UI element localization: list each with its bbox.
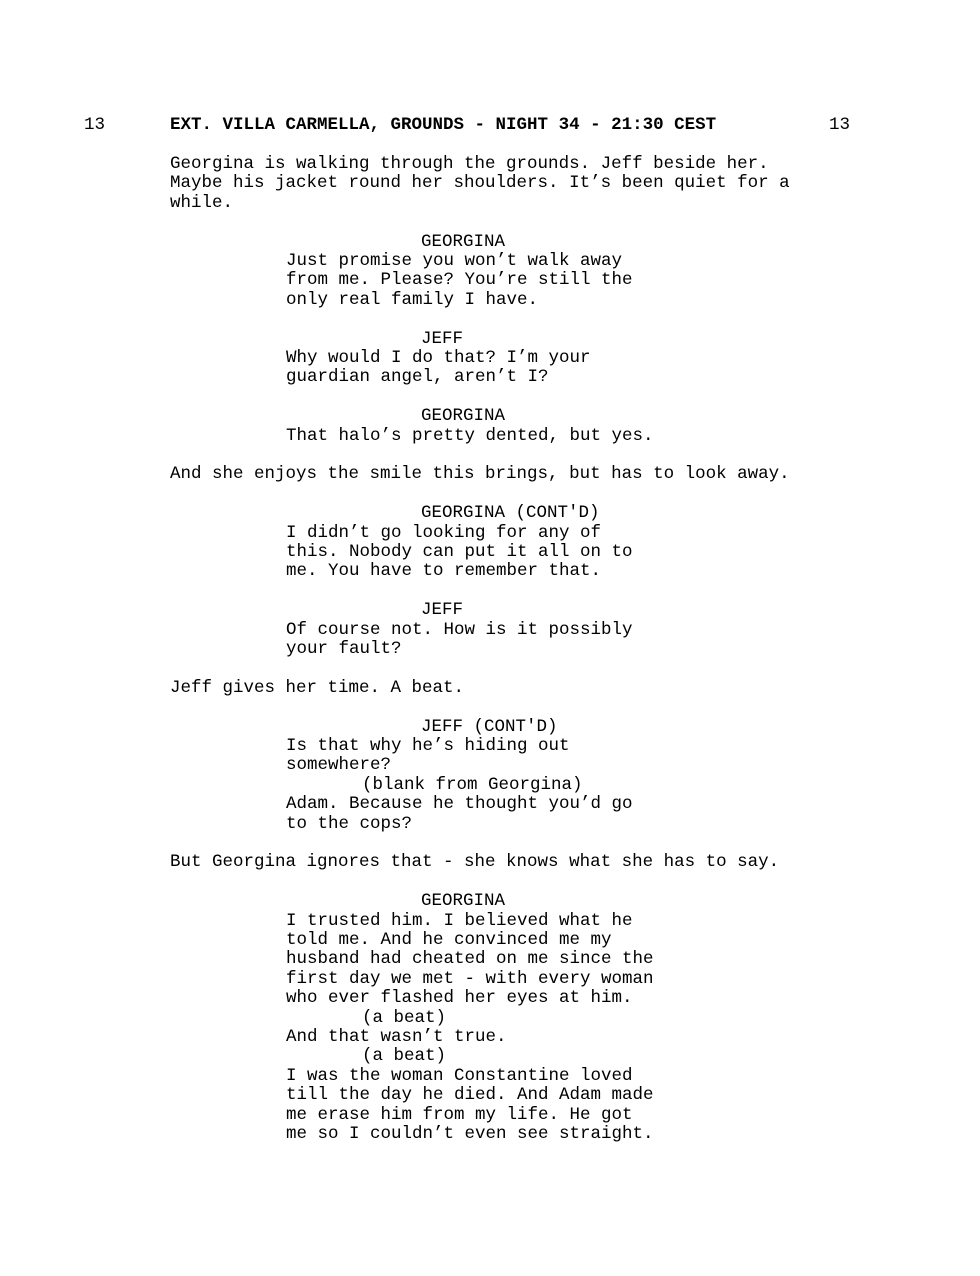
- dialogue-line: first day we met - with every woman: [286, 968, 654, 989]
- dialogue-line: That halo’s pretty dented, but yes.: [286, 425, 654, 446]
- dialogue-line: only real family I have.: [286, 289, 539, 310]
- dialogue-line: me. You have to remember that.: [286, 561, 602, 582]
- dialogue-line: Why would I do that? I’m your: [286, 348, 591, 368]
- action-line: while.: [170, 192, 234, 213]
- action-line: But Georgina ignores that - she knows what she has to say.: [170, 852, 780, 873]
- parenthetical: (blank from Georgina): [362, 774, 583, 795]
- character-name: GEORGINA: [421, 891, 506, 912]
- character-name: GEORGINA: [421, 231, 506, 252]
- character-name: JEFF: [421, 328, 464, 349]
- scene-heading: EXT. VILLA CARMELLA, GROUNDS - NIGHT 34 - 21:30 CEST: [170, 115, 717, 135]
- dialogue-line: till the day he died. And Adam made: [286, 1085, 654, 1106]
- dialogue-line: guardian angel, aren’t I?: [286, 367, 549, 388]
- scene-number-left: 13: [84, 115, 106, 135]
- action-line: Georgina is walking through the grounds. Jeff beside her.: [170, 154, 769, 174]
- parenthetical: (a beat): [362, 1007, 447, 1028]
- dialogue-line: who ever flashed her eyes at him.: [286, 988, 633, 1009]
- dialogue-line: And that wasn’t true.: [286, 1027, 507, 1047]
- action-line: And she enjoys the smile this brings, but has to look away.: [170, 464, 790, 485]
- dialogue-line: from me. Please? You’re still the: [286, 270, 633, 291]
- action-line: Maybe his jacket round her shoulders. It’s been quiet for a: [170, 173, 790, 194]
- dialogue-line: husband had cheated on me since the: [286, 949, 654, 970]
- dialogue-line: this. Nobody can put it all on to: [286, 542, 633, 562]
- dialogue-line: somewhere?: [286, 755, 392, 776]
- dialogue-line: your fault?: [286, 639, 402, 659]
- dialogue-line: Adam. Because he thought you’d go: [286, 794, 633, 815]
- dialogue-line: I was the woman Constantine loved: [286, 1065, 633, 1086]
- dialogue-line: told me. And he convinced me my: [286, 930, 612, 950]
- action-line: Jeff gives her time. A beat.: [170, 677, 465, 698]
- dialogue-line: me so I couldn’t even see straight.: [286, 1124, 654, 1144]
- scene-number-right: 13: [829, 115, 851, 135]
- dialogue-line: I trusted him. I believed what he: [286, 910, 633, 931]
- dialogue-line: Of course not. How is it possibly: [286, 619, 633, 640]
- character-name: JEFF (CONT'D): [421, 716, 558, 737]
- dialogue-line: to the cops?: [286, 813, 413, 834]
- dialogue-line: me erase him from my life. He got: [286, 1104, 633, 1125]
- character-name: GEORGINA (CONT'D): [421, 503, 600, 524]
- character-name: JEFF: [421, 600, 464, 621]
- dialogue-line: I didn’t go looking for any of: [286, 522, 602, 543]
- dialogue-line: Is that why he’s hiding out: [286, 736, 570, 756]
- character-name: GEORGINA: [421, 406, 506, 427]
- dialogue-line: Just promise you won’t walk away: [286, 251, 623, 271]
- parenthetical: (a beat): [362, 1046, 447, 1067]
